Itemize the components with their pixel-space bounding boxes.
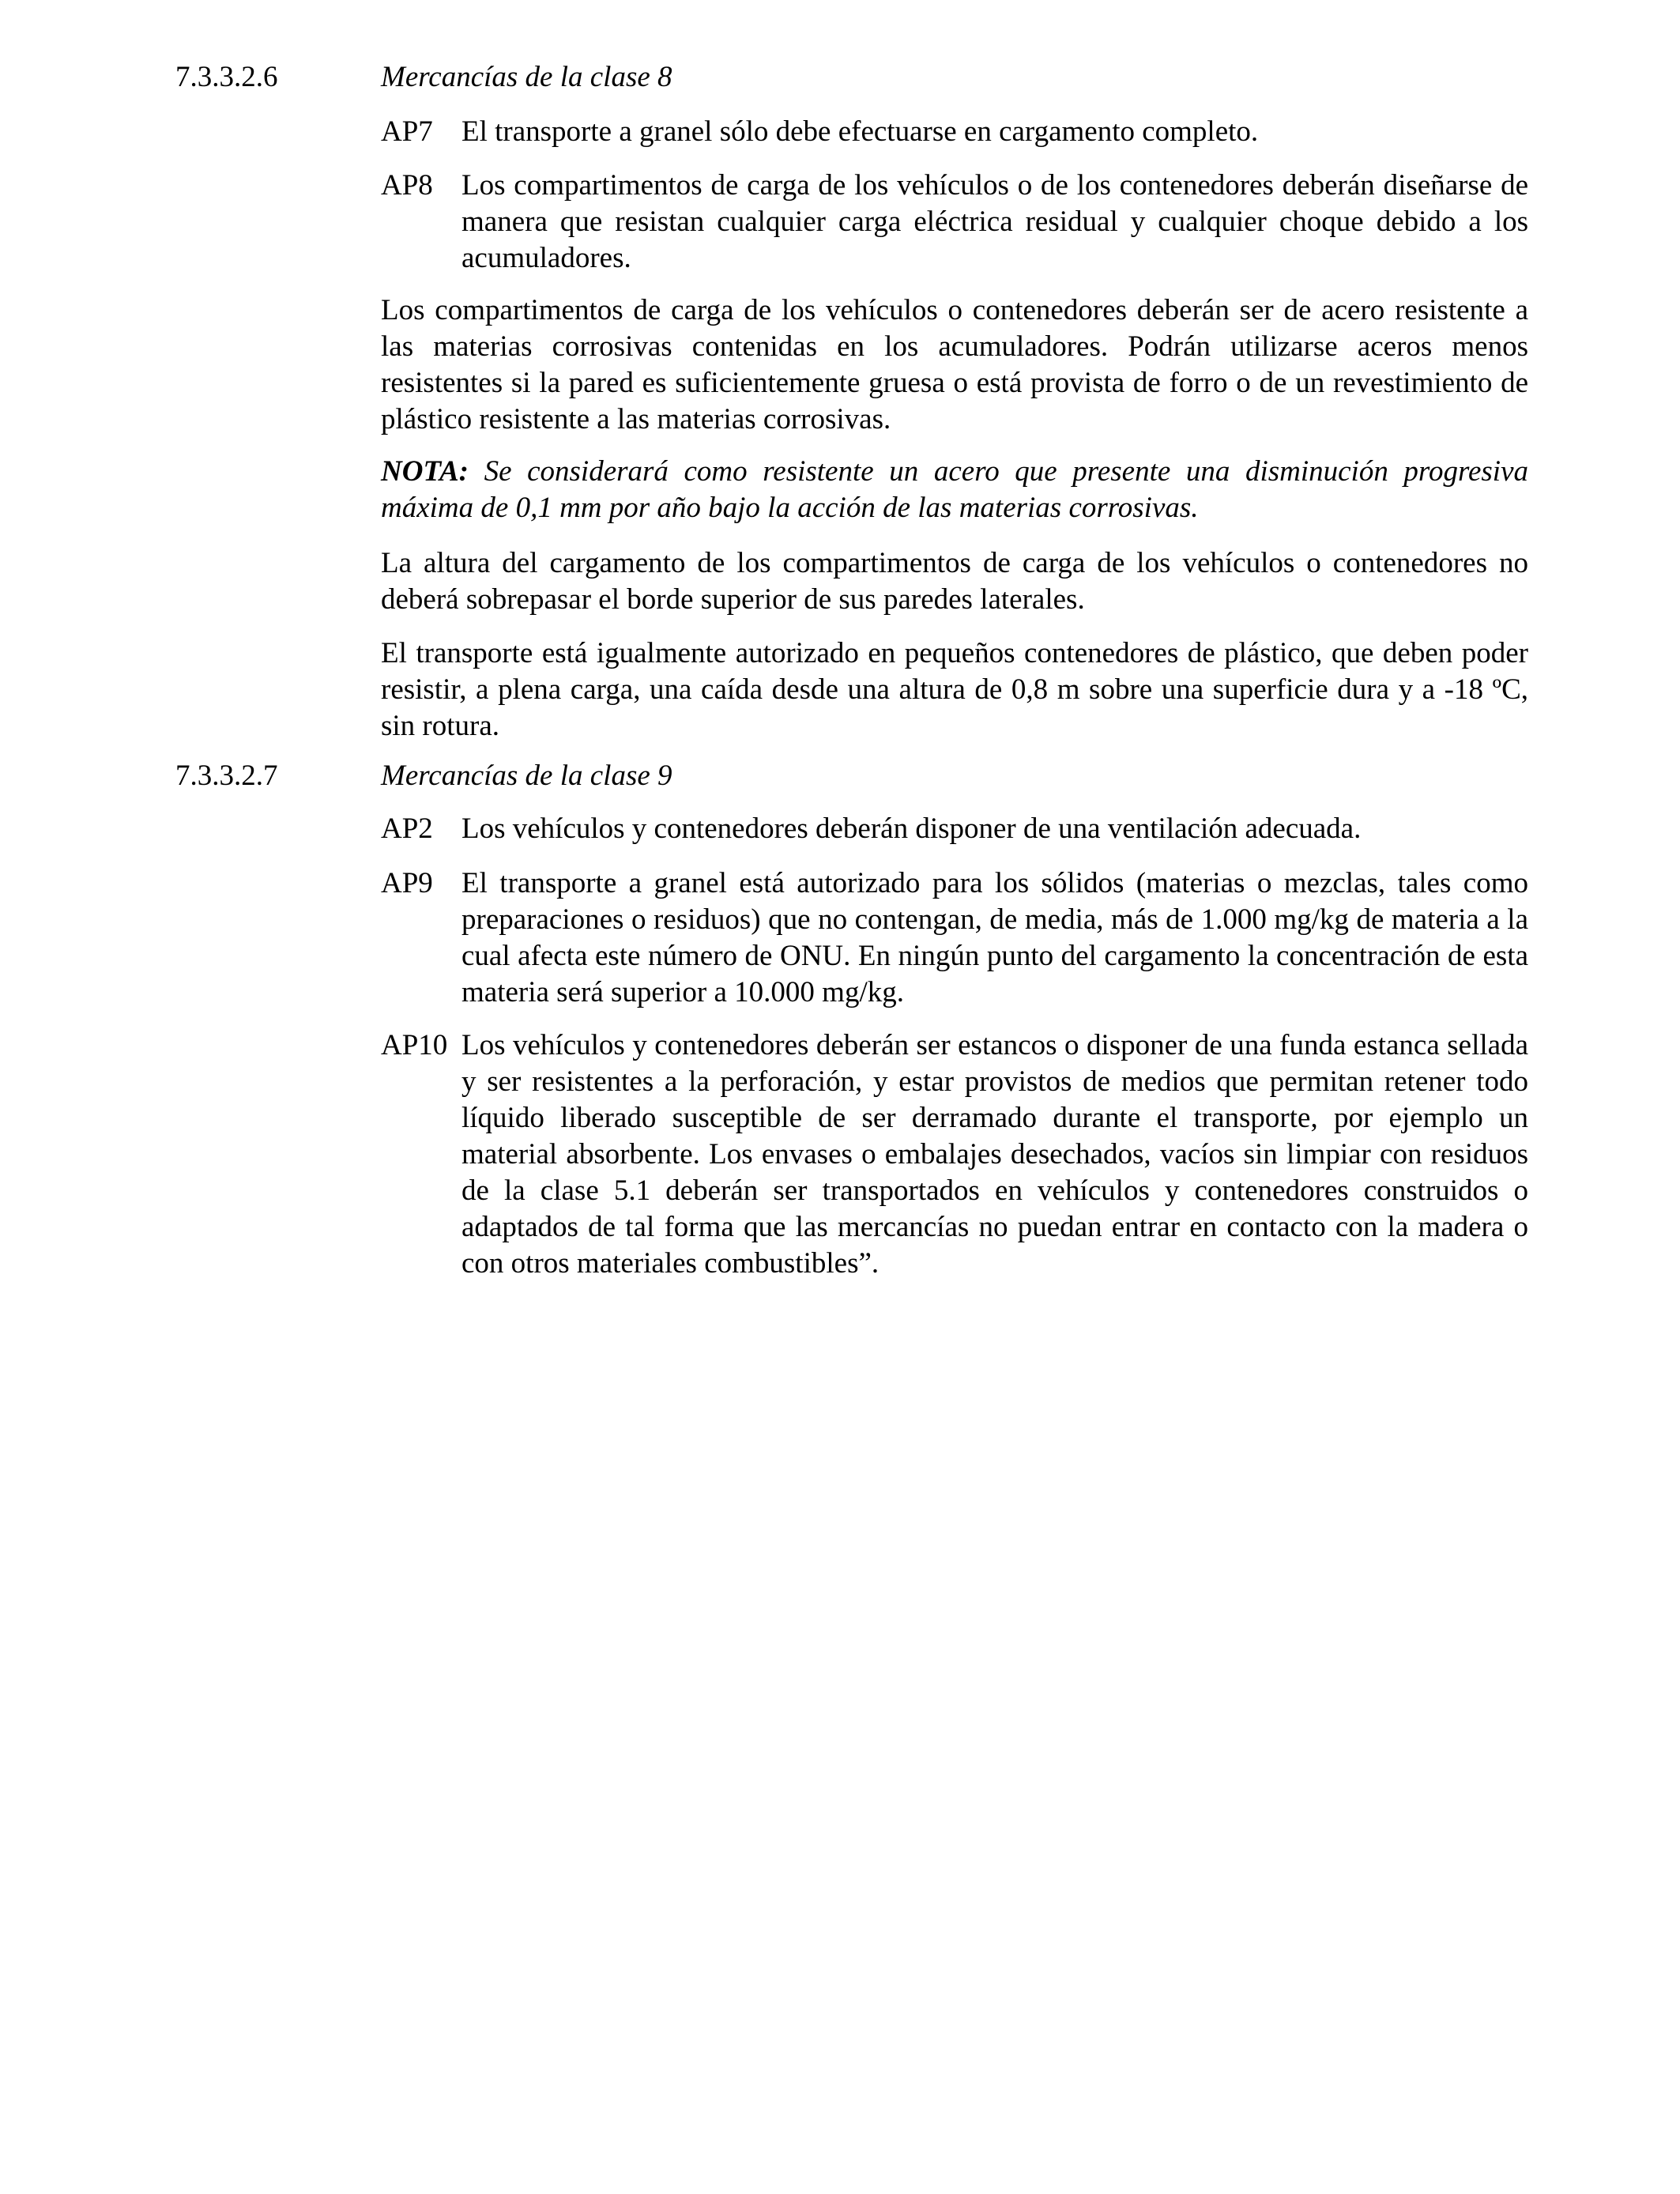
item-code: AP7 bbox=[381, 115, 433, 148]
note-text: Se considerará como resistente un acero que presente una disminución progresiva máxima de 0,1 mm por año bajo la acción de las materias corrosivas. bbox=[381, 455, 1528, 524]
item-text: El transporte a granel sólo debe efectuarse en cargamento completo. bbox=[461, 115, 1259, 148]
section-number: 7.3.3.2.7 bbox=[175, 760, 278, 792]
item-code: AP10 bbox=[381, 1029, 448, 1061]
item-code: AP9 bbox=[381, 867, 433, 899]
item-text: El transporte a granel está autorizado para los sólidos (materias o mezclas, tales como preparaciones o residuos) que no contengan, de media, más de 1.000 mg/kg de materia a la cual afecta este número de ONU. En ningún punto del cargamento la concentración de esta materia será superior a 10.000 mg/kg. bbox=[461, 867, 1528, 1008]
item-code: AP8 bbox=[381, 169, 433, 202]
paragraph: La altura del cargamento de los compartimentos de carga de los vehículos o contenedores no deberá sobrepasar el borde superior de sus paredes laterales. bbox=[381, 547, 1528, 616]
item-text: Los compartimentos de carga de los vehículos o de los contenedores deberán diseñarse de manera que resistan cualquier carga eléctrica residual y cualquier choque debido a los acumuladores. bbox=[461, 169, 1528, 274]
section-title: Mercancías de la clase 8 bbox=[381, 61, 672, 93]
paragraph: Los compartimentos de carga de los vehículos o contenedores deberán ser de acero resistente a las materias corrosivas contenidas en los acumuladores. Podrán utilizarse aceros menos resistentes si la pared es suficientemente gruesa o está provista de forro o de un revestimiento de plástico resistente a las materias corrosivas. bbox=[381, 294, 1528, 435]
paragraph: El transporte está igualmente autorizado en pequeños contenedores de plástico, que deben poder resistir, a plena carga, una caída desde una altura de 0,8 m sobre una superficie dura y a -18 ºC, sin rotura. bbox=[381, 637, 1528, 742]
item-text: Los vehículos y contenedores deberán disponer de una ventilación adecuada. bbox=[461, 812, 1362, 845]
item-code: AP2 bbox=[381, 812, 433, 845]
note-label: NOTA: bbox=[381, 455, 469, 488]
section-number: 7.3.3.2.6 bbox=[175, 61, 278, 93]
note-paragraph bbox=[381, 454, 1528, 526]
item-text: Los vehículos y contenedores deberán ser estancos o disponer de una funda estanca sellada y ser resistentes a la perforación, y estar provistos de medios que permitan retener todo líquido liberado susceptible de ser derramado durante el transporte, por ejemplo un material absorbente. Los envases o embalajes desechados, vacíos sin limpiar con residuos de la clase 5.1 deberán ser transportados en vehículos y contenedores construidos o adaptados de tal forma que las mercancías no puedan entrar en contacto con la madera o con otros materiales combustibles”. bbox=[461, 1029, 1528, 1280]
section-title: Mercancías de la clase 9 bbox=[381, 760, 672, 792]
